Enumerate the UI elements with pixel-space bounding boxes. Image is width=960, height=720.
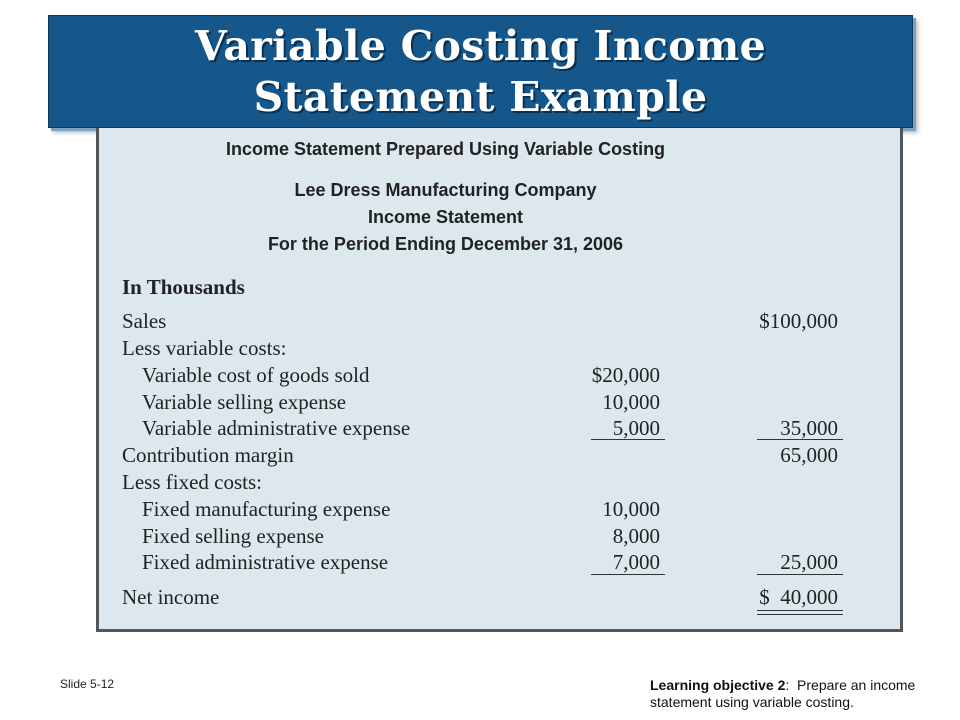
table-row	[99, 585, 900, 611]
row-label: Variable cost of goods sold	[142, 363, 370, 387]
row-label: Less variable costs:	[122, 336, 287, 360]
statement-caption: Income Statement Prepared Using Variable Costing	[225, 139, 666, 159]
row-amount: $20,000	[591, 363, 660, 387]
table-row	[99, 550, 900, 576]
learning-objective-separator: :	[785, 677, 790, 693]
learning-objective	[650, 677, 950, 711]
table-row	[99, 497, 900, 523]
slide-number: Slide 5-12	[60, 677, 115, 691]
slide-title-line-1: Variable Costing Income	[195, 21, 766, 70]
row-amount: 8,000	[612, 524, 660, 548]
row-label: Fixed manufacturing expense	[142, 497, 391, 521]
row-label: Less fixed costs:	[122, 470, 262, 494]
row-label: Sales	[122, 309, 167, 333]
row-total: 65,000	[780, 443, 838, 467]
row-amount: 10,000	[602, 390, 660, 414]
row-label: Variable selling expense	[142, 390, 347, 414]
row-label: Contribution margin	[122, 443, 294, 467]
slide-title-line-2: Statement Example	[253, 72, 708, 121]
double-underline-top	[757, 610, 843, 611]
table-row	[99, 390, 900, 416]
learning-objective-label: Learning objective 2	[650, 677, 786, 693]
row-amount: 5,000	[612, 416, 660, 440]
units-label-row	[99, 275, 900, 301]
row-amount: 10,000	[602, 497, 660, 521]
row-label: Fixed administrative expense	[142, 550, 389, 574]
table-row	[99, 524, 900, 550]
statement-title: Income Statement	[367, 207, 524, 227]
table-row	[99, 470, 900, 496]
row-total: 35,000	[780, 416, 838, 440]
statement-panel	[96, 128, 903, 632]
row-label: Net income	[122, 585, 220, 609]
row-total: $100,000	[759, 309, 838, 333]
row-total: 25,000	[780, 550, 838, 574]
subtotal-underline	[757, 439, 843, 440]
company-name: Lee Dress Manufacturing Company	[294, 180, 597, 200]
table-row	[99, 443, 900, 469]
table-row	[99, 309, 900, 335]
subtotal-underline	[757, 574, 843, 575]
row-label: Variable administrative expense	[142, 416, 411, 440]
statement-period: For the Period Ending December 31, 2006	[267, 234, 624, 254]
row-amount: 7,000	[612, 550, 660, 574]
row-label: Fixed selling expense	[142, 524, 324, 548]
units-label: In Thousands	[122, 275, 245, 299]
table-row	[99, 363, 900, 389]
double-underline-bottom	[757, 614, 843, 615]
row-total: $ 40,000	[759, 585, 838, 609]
learning-objective-text: Prepare an income statement using variable costing.	[650, 677, 920, 710]
title-banner	[48, 15, 913, 128]
subtotal-underline	[591, 439, 665, 440]
table-row	[99, 336, 900, 362]
subtotal-underline	[591, 574, 665, 575]
